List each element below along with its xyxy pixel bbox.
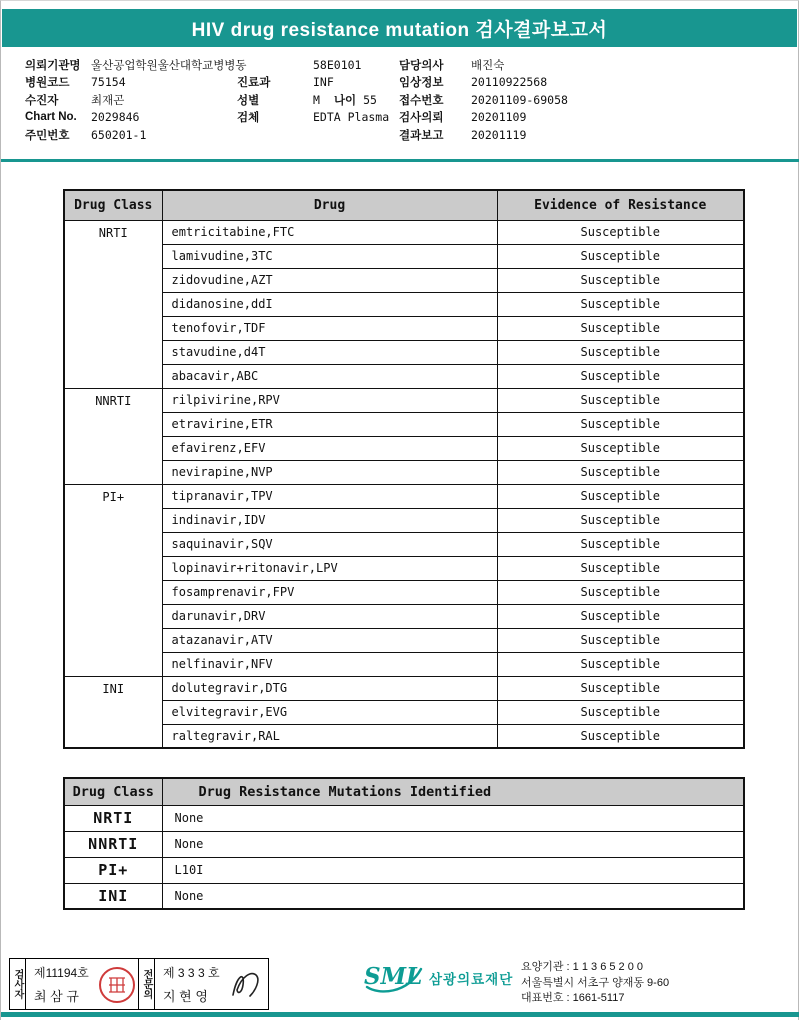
- evidence-cell: Susceptible: [497, 292, 744, 316]
- drug-name-cell: etravirine,ETR: [162, 412, 497, 436]
- mutation-value-cell: None: [162, 883, 744, 909]
- drug-class-cell: NNRTI: [64, 388, 162, 484]
- drug-name-cell: dolutegravir,DTG: [162, 676, 497, 700]
- contact-line-2: 서울특별시 서초구 양재동 9-60: [521, 976, 670, 989]
- drug-row: [64, 436, 744, 460]
- drug-name-cell: abacavir,ABC: [162, 364, 497, 388]
- signature-stamp-area: [9, 958, 269, 1010]
- evidence-cell: Susceptible: [497, 700, 744, 724]
- drug-name-cell: indinavir,IDV: [162, 508, 497, 532]
- field-value: 75154: [91, 75, 126, 90]
- drug-name-cell: tenofovir,TDF: [162, 316, 497, 340]
- mutations-table-body: [64, 805, 744, 909]
- drug-row: [64, 604, 744, 628]
- resistance-table-header-row: [64, 190, 744, 220]
- sml-logo-area: [363, 961, 513, 995]
- drug-row: [64, 340, 744, 364]
- drug-row: [64, 676, 744, 700]
- evidence-cell: Susceptible: [497, 484, 744, 508]
- drug-row: [64, 412, 744, 436]
- specialist-stamp-box: [139, 958, 269, 1010]
- drug-class-cell: NRTI: [64, 220, 162, 388]
- field-value: EDTA Plasma: [313, 110, 390, 125]
- drug-row: [64, 460, 744, 484]
- drug-name-cell: rilpivirine,RPV: [162, 388, 497, 412]
- drug-name-cell: nevirapine,NVP: [162, 460, 497, 484]
- resistance-table-body: [64, 220, 744, 748]
- drug-row: [64, 316, 744, 340]
- patient-info-row: [399, 109, 568, 127]
- report-title: HIV drug resistance mutation 검사결과보고서: [191, 19, 608, 41]
- drug-row: [64, 580, 744, 604]
- sml-logo-icon: [363, 961, 425, 995]
- drug-row: [64, 508, 744, 532]
- evidence-cell: Susceptible: [497, 268, 744, 292]
- drug-name-cell: didanosine,ddI: [162, 292, 497, 316]
- patient-info-row: [399, 126, 568, 144]
- mutations-table: [63, 777, 745, 910]
- mutation-class-cell: INI: [64, 883, 162, 909]
- field-label: 검사의뢰: [399, 112, 444, 125]
- evidence-cell: Susceptible: [497, 604, 744, 628]
- specialist-stamp-content: [155, 959, 268, 1009]
- svg-text:SML: SML: [364, 963, 423, 990]
- evidence-cell: Susceptible: [497, 316, 744, 340]
- field-label: 진료과: [237, 77, 271, 90]
- drug-name-cell: raltegravir,RAL: [162, 724, 497, 748]
- evidence-cell: Susceptible: [497, 388, 744, 412]
- teal-divider-bottom: [1, 1012, 799, 1017]
- field-value: 20201109-69058: [471, 92, 568, 107]
- drug-resistance-table: [63, 189, 745, 749]
- drug-row: [64, 628, 744, 652]
- patient-info-col-1: [25, 56, 247, 144]
- mutation-value-cell: None: [162, 831, 744, 857]
- mutation-value-cell: L10I: [162, 857, 744, 883]
- drug-name-cell: atazanavir,ATV: [162, 628, 497, 652]
- field-label: 임상정보: [399, 77, 444, 90]
- field-value: M: [313, 92, 320, 107]
- drug-name-cell: tipranavir,TPV: [162, 484, 497, 508]
- field-label: 접수번호: [399, 94, 444, 107]
- evidence-cell: Susceptible: [497, 508, 744, 532]
- contact-info: [521, 960, 669, 1007]
- field-value: 20110922568: [471, 75, 548, 90]
- mutation-class-cell: PI+: [64, 857, 162, 883]
- field-label: 결과보고: [399, 129, 444, 142]
- examiner-stamp-content: [26, 959, 138, 1009]
- drug-row: [64, 532, 744, 556]
- field-value: 배진숙: [471, 57, 505, 72]
- drug-name-cell: fosamprenavir,FPV: [162, 580, 497, 604]
- drug-row: [64, 700, 744, 724]
- field-value: 20201119: [471, 127, 527, 142]
- contact-line-3: 대표번호 : 1661-5117: [521, 992, 625, 1004]
- field-value: 55: [356, 92, 377, 107]
- examiner-role-label: 검사자: [10, 959, 26, 1009]
- patient-info-row: [399, 56, 568, 74]
- mutation-class-cell: NRTI: [64, 805, 162, 831]
- patient-info-col-2: [237, 56, 389, 126]
- drug-class-cell: INI: [64, 676, 162, 748]
- evidence-cell: Susceptible: [497, 676, 744, 700]
- drug-name-cell: stavudine,d4T: [162, 340, 497, 364]
- contact-line-1: 요양기관 : 1 1 3 6 5 2 0 0: [521, 961, 644, 973]
- field-label: Chart No.: [25, 111, 77, 124]
- examiner-cert-number: 제11194호: [34, 966, 89, 980]
- patient-info-row: [237, 109, 389, 127]
- evidence-cell: Susceptible: [497, 340, 744, 364]
- drug-row: [64, 220, 744, 244]
- drug-row: [64, 484, 744, 508]
- patient-info-row: [237, 56, 389, 74]
- drug-name-cell: darunavir,DRV: [162, 604, 497, 628]
- patient-info-row: [237, 91, 389, 109]
- evidence-cell: Susceptible: [497, 460, 744, 484]
- mutations-table-header-row: [64, 778, 744, 805]
- mutation-class-cell: NNRTI: [64, 831, 162, 857]
- patient-info-row: [237, 74, 389, 92]
- drug-row: [64, 244, 744, 268]
- examiner-name: 최 삼 규: [34, 989, 79, 1004]
- examiner-stamp-box: [9, 958, 139, 1010]
- patient-info-row: [25, 56, 247, 74]
- evidence-cell: Susceptible: [497, 724, 744, 748]
- drug-name-cell: elvitegravir,EVG: [162, 700, 497, 724]
- evidence-cell: Susceptible: [497, 556, 744, 580]
- field-label: 주민번호: [25, 129, 70, 142]
- field-label: 의뢰기관명: [25, 59, 81, 72]
- patient-info-col-3: [399, 56, 568, 144]
- mutation-row: [64, 857, 744, 883]
- organization-name: 삼광의료재단: [429, 972, 514, 987]
- drug-row: [64, 292, 744, 316]
- mutation-row: [64, 883, 744, 909]
- patient-info-row: [25, 74, 247, 92]
- evidence-cell: Susceptible: [497, 436, 744, 460]
- drug-row: [64, 724, 744, 748]
- evidence-cell: Susceptible: [497, 580, 744, 604]
- teal-divider-top: [1, 159, 799, 162]
- field-label: 검체: [237, 112, 260, 125]
- patient-info-row: [25, 109, 247, 127]
- drug-name-cell: efavirenz,EFV: [162, 436, 497, 460]
- drug-name-cell: nelfinavir,NFV: [162, 652, 497, 676]
- field-value: 최재곤: [91, 92, 125, 107]
- field-value: 2029846: [91, 110, 140, 125]
- drug-name-cell: lamivudine,3TC: [162, 244, 497, 268]
- patient-info-row: [25, 91, 247, 109]
- mutation-value-cell: None: [162, 805, 744, 831]
- field-label: 나이: [333, 94, 357, 107]
- field-value: INF: [313, 75, 334, 90]
- patient-info-row: [399, 74, 568, 92]
- field-value: 650201-1: [91, 127, 147, 142]
- evidence-cell: Susceptible: [497, 412, 744, 436]
- evidence-cell: Susceptible: [497, 220, 744, 244]
- handwritten-signature-icon: [228, 963, 266, 1007]
- field-label: 수진자: [25, 94, 59, 107]
- red-seal-icon: [97, 964, 137, 1006]
- specialist-name: 지 현 영: [163, 989, 208, 1004]
- mutation-row: [64, 805, 744, 831]
- field-value: 58E0101: [313, 57, 362, 72]
- mutation-row: [64, 831, 744, 857]
- mut-header-drug-class: Drug Class: [64, 778, 162, 805]
- report-title-banner: [2, 9, 797, 47]
- field-label: 성별: [237, 94, 260, 107]
- drug-row: [64, 388, 744, 412]
- field-value: 울산공업학원울산대학교병병동: [91, 57, 247, 72]
- drug-row: [64, 652, 744, 676]
- header-drug-class: Drug Class: [64, 190, 162, 220]
- drug-row: [64, 268, 744, 292]
- drug-name-cell: lopinavir+ritonavir,LPV: [162, 556, 497, 580]
- evidence-cell: Susceptible: [497, 532, 744, 556]
- patient-info-row: [399, 91, 568, 109]
- drug-name-cell: emtricitabine,FTC: [162, 220, 497, 244]
- specialist-cert-number: 제 3 3 3 호: [163, 966, 220, 980]
- evidence-cell: Susceptible: [497, 244, 744, 268]
- drug-row: [64, 364, 744, 388]
- drug-class-cell: PI+: [64, 484, 162, 676]
- evidence-cell: Susceptible: [497, 364, 744, 388]
- specialist-role-label: 전문의: [139, 959, 155, 1009]
- evidence-cell: Susceptible: [497, 652, 744, 676]
- patient-info-row: [25, 126, 247, 144]
- drug-name-cell: saquinavir,SQV: [162, 532, 497, 556]
- mut-header-mutations: Drug Resistance Mutations Identified: [162, 778, 744, 805]
- drug-name-cell: zidovudine,AZT: [162, 268, 497, 292]
- header-drug: Drug: [162, 190, 497, 220]
- evidence-cell: Susceptible: [497, 628, 744, 652]
- field-label: 담당의사: [399, 59, 444, 72]
- field-value: 20201109: [471, 110, 527, 125]
- drug-row: [64, 556, 744, 580]
- header-evidence: Evidence of Resistance: [497, 190, 744, 220]
- field-label: 병원코드: [25, 77, 70, 90]
